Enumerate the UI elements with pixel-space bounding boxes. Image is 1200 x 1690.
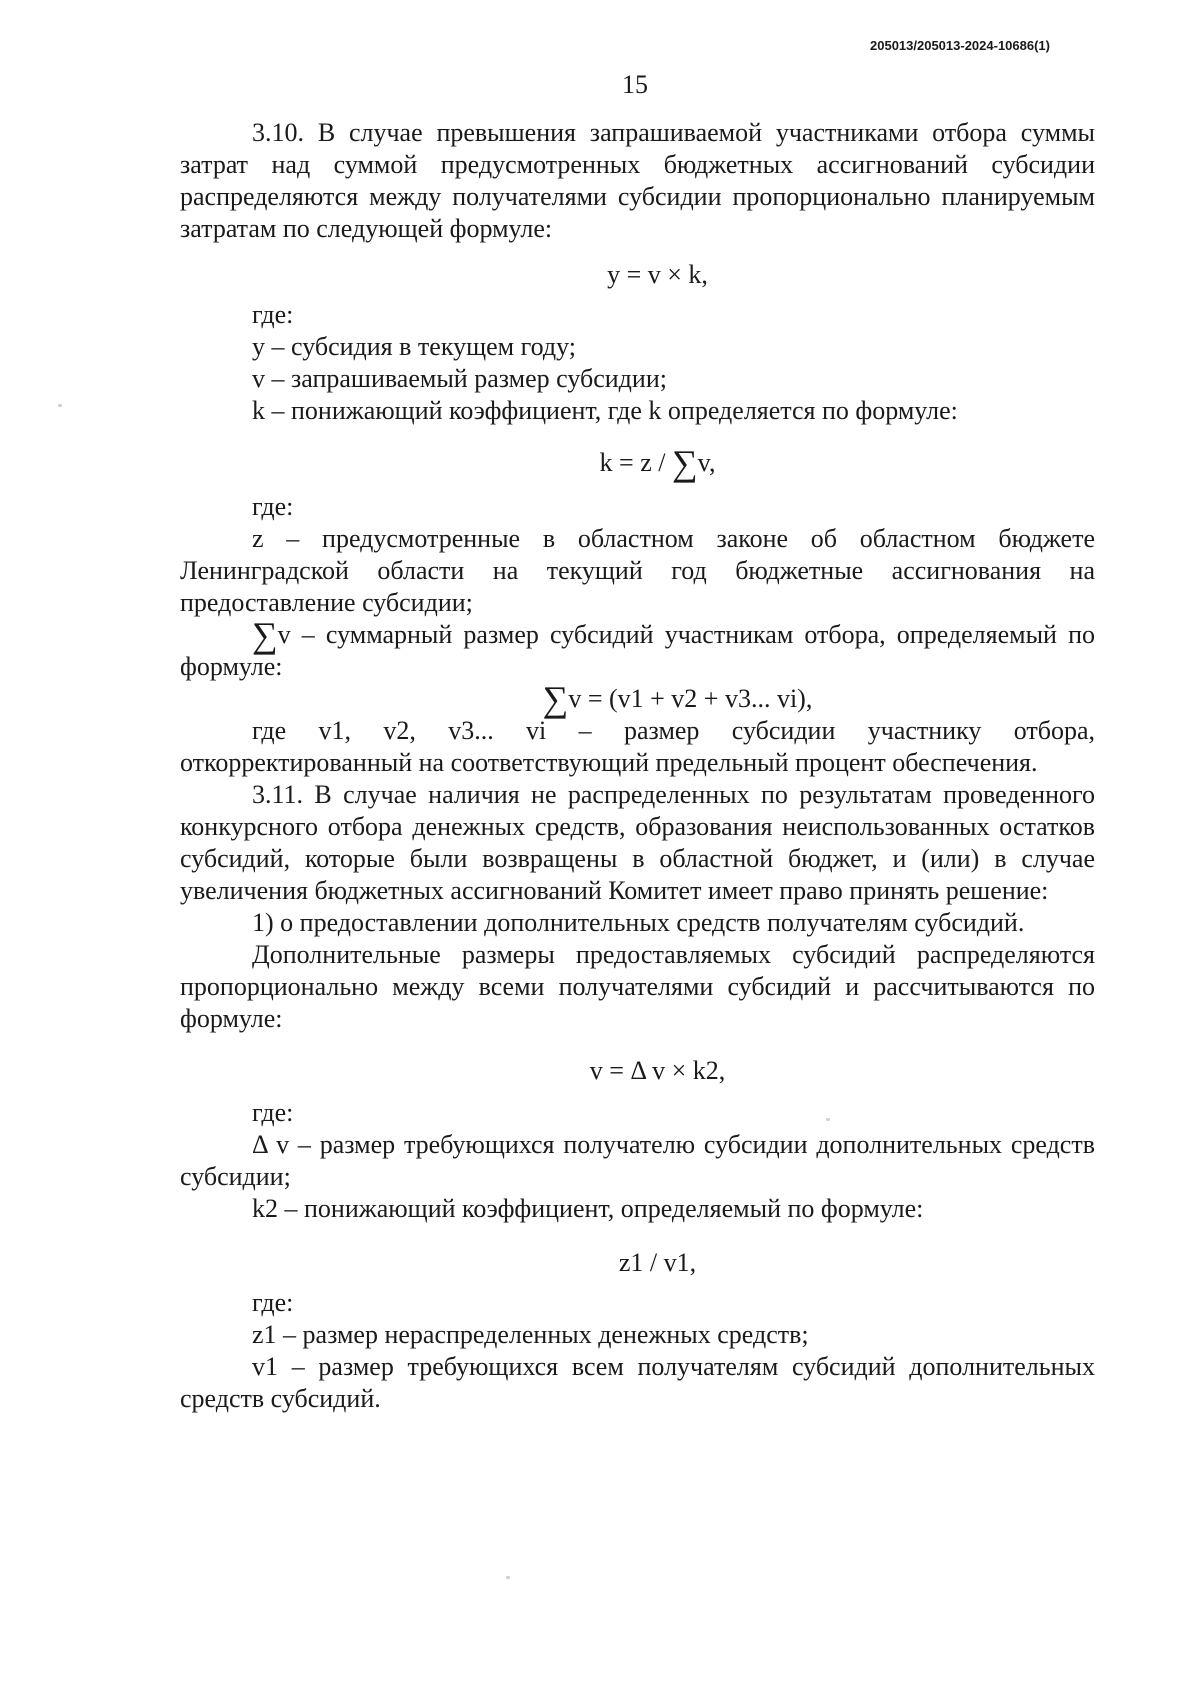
formula-sum-v-text: v = (v1 + v2 + v3... vi), — [568, 684, 813, 713]
definition-z1: z1 – размер нераспределенных денежных средств; — [252, 1320, 809, 1349]
scan-speck — [506, 1576, 510, 1579]
page-number: 15 — [622, 70, 648, 99]
definition-k: k – понижающий коэффициент, где k определяется по формуле: — [252, 396, 958, 425]
definition-sum-v-text: – суммарный размер субсидий участникам отбора, определяемый по формуле: — [180, 620, 1095, 681]
document-body — [180, 117, 1095, 1415]
where-label: где: — [252, 1098, 294, 1127]
where-label: где: — [252, 1288, 294, 1317]
paragraph-3-11: 3.11. В случае наличия не распределенных по результатам проведенного конкурсного отбора денежных средств, образования неиспользованных остатков субсидий, которые были возвращены в областной бюджет, и (или) в случае увеличения бюджетных ассигнований Комитет имеет право принять решение: — [180, 780, 1095, 905]
formula-sum-v — [180, 679, 1095, 719]
definition-z: z – предусмотренные в областном законе об областном бюджете Ленинградской области на текущий год бюджетные ассигнования на предоставление субсидии; — [180, 524, 1095, 617]
definition-k2: k2 – понижающий коэффициент, определяемый по формуле: — [252, 1194, 924, 1223]
where-label: где: — [252, 492, 294, 521]
sum-symbol: ∑ — [252, 615, 278, 655]
formula-y: y = v × k, — [607, 260, 708, 289]
where-label: где: — [252, 300, 294, 329]
sum-symbol: ∑ — [542, 679, 569, 719]
definition-v: v – запрашиваемый размер субсидии; — [252, 364, 667, 393]
formula-k — [180, 443, 1095, 483]
definition-sum-v — [180, 615, 1095, 683]
definition-delta-v: Δ v – размер требующихся получателю субсидии дополнительных средств субсидии; — [180, 1130, 1095, 1191]
scan-speck — [826, 1118, 830, 1121]
formula-k-left: k = z / — [599, 448, 672, 477]
definition-y: y – субсидия в текущем году; — [252, 332, 576, 361]
formula-v-delta: v = Δ v × k2, — [589, 1056, 726, 1085]
definition-v1: v1 – размер требующихся всем получателям субсидий дополнительных средств субсидий. — [180, 1352, 1095, 1413]
document-id: 205013/205013-2024-10686(1) — [870, 38, 1050, 53]
formula-k2: z1 / v1, — [618, 1248, 697, 1277]
scan-speck — [58, 404, 62, 407]
item-1: 1) о предоставлении дополнительных средств получателям субсидий. — [252, 908, 1025, 937]
sum-symbol: ∑ — [671, 443, 698, 483]
paragraph-additional-sizes: Дополнительные размеры предоставляемых субсидий распределяются пропорционально между всеми получателями субсидий и рассчитываются по формуле: — [180, 940, 1095, 1033]
definition-vi: где v1, v2, v3... vi – размер субсидии участнику отбора, откорректированный на соответствующий предельный процент обеспечения. — [180, 716, 1095, 777]
paragraph-3-10: 3.10. В случае превышения запрашиваемой участниками отбора суммы затрат над суммой предусмотренных бюджетных ассигнований субсидии распределяются между получателями субсидии пропорционально планируемым затратам по следующей формуле: — [180, 118, 1095, 243]
formula-k-right: v, — [697, 448, 716, 477]
definition-sum-v-var: v — [277, 620, 291, 649]
